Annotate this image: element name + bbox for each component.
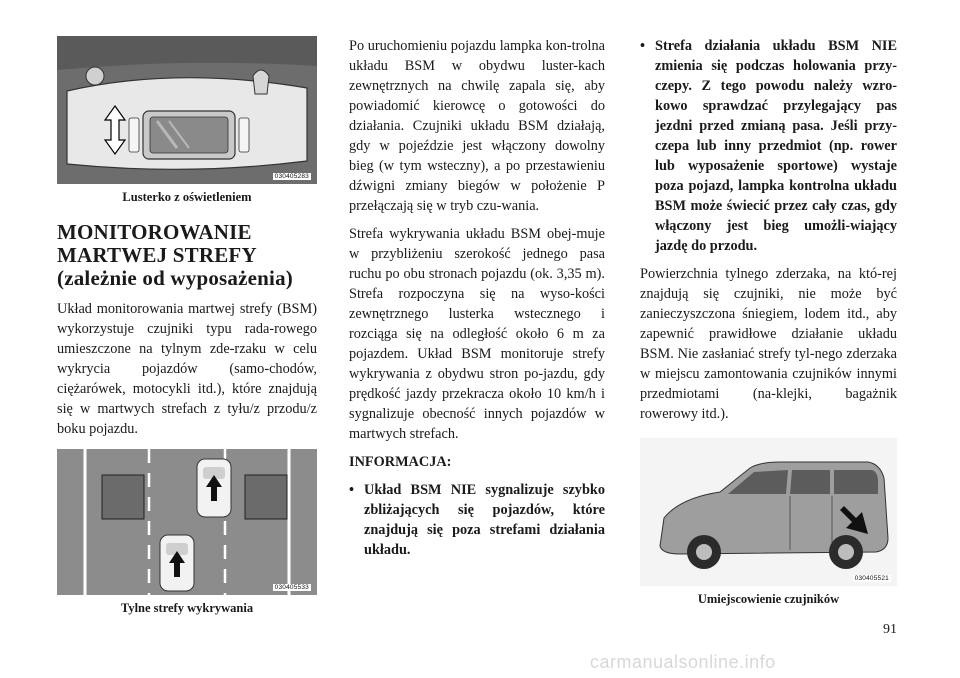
figure-mirror [57,36,317,184]
figure-caption: Lusterko z oświetleniem [122,190,252,204]
figure-code: 030405533 [274,584,309,591]
figure-code: 030405283 [274,173,309,180]
sun-visor-mirror-illustration [57,36,317,184]
figure-zones [57,449,317,595]
figure-caption: Umiejscowienie czujników [697,592,840,606]
figure-van [640,438,897,586]
page-number: 91 [883,622,897,637]
watermark: carmanualsonline.info [590,652,776,672]
section-heading: MONITOROWANIE MARTWEJ STREFY (zależnie od wyposażenia) [57,220,293,290]
note-heading: INFORMACJA: [349,454,452,470]
note-bullet: • Strefa działania układu BSM NIE zmienia się podczas holowania przy-czepy. Z tego powodu należy wzro-kowo sprawdzać przylegający pas jezdni przed zmianą pasa. Jeśli przy-czepa lub inny przedmiot (np. rower lub wyposażenie sportowe) wystaje poza pojazd, lampka kontrolna układu BSM może świecić przez cały czas, gdy włączony jest bieg umożli-wiający jazdę do przodu. [640,38,897,254]
detection-zones-illustration [57,449,317,595]
figure-code: 030405521 [854,575,889,582]
column-middle [349,36,605,568]
van-sensor-illustration [640,438,897,586]
paragraph: Powierzchnia tylnego zderzaka, na któ-rej znajdują się czujniki, nie może być zanieczyszczona śniegiem, lodem itd., aby zapewnić prawidłowe działanie układu BSM. Nie zasłaniać strefy tyl-nego zderzaka w miejscu zamontowania czujników innymi przedmiotami (na-klejki, bagażnik rowerowy itd.). [640,266,897,422]
paragraph: Strefa wykrywania układu BSM obej-muje w przybliżeniu szerokość jednego pasa ruchu po obu stronach pojazdu (ok. 3,35 m). Strefa rozpoczyna się na wyso-kości zewnętrznego lusterka wstecznego i rozciąga się na odległość około 6 m za pojazdem. Układ BSM monitoruje strefy wykrywania z obydwu stron po-jazdu, gdy prędkość jazdy przekracza około 10 km/h i sygnalizuje obecność innych pojazdów w martwych strefach. [349,226,605,442]
note-bullet: • Układ BSM NIE sygnalizuje szybko zbliżających się pojazdów, które znajdują się poza strefami działania układu. [349,482,605,558]
bullet-icon: • [640,38,646,54]
bullet-icon: • [349,482,355,498]
column-right [640,36,897,607]
intro-paragraph: Układ monitorowania martwej strefy (BSM) wykorzystuje czujniki typu rada-rowego umieszczone na tylnym zde-rzaku w celu wykrycia pojazdów (samo-chodów, ciężarówek, motocykli itd.), które znajdują się w martwych strefach z tyłu/z przodu/z boku pojazdu. [57,301,317,437]
paragraph: Po uruchomieniu pojazdu lampka kon-trolna układu BSM w obydwu luster-kach zewnętrznych na chwilę zapala się, aby powiadomić kierowcę o gotowości do działania. Czujniki układu BSM działają, gdy w pojeździe jest włączony dowolny bieg (w tym wsteczny), a po przestawieniu dźwigni zmiany biegów w położenie P przełączają się w tryb czu-wania. [349,38,605,214]
column-left [57,36,317,616]
figure-caption: Tylne strefy wykrywania [120,601,254,615]
